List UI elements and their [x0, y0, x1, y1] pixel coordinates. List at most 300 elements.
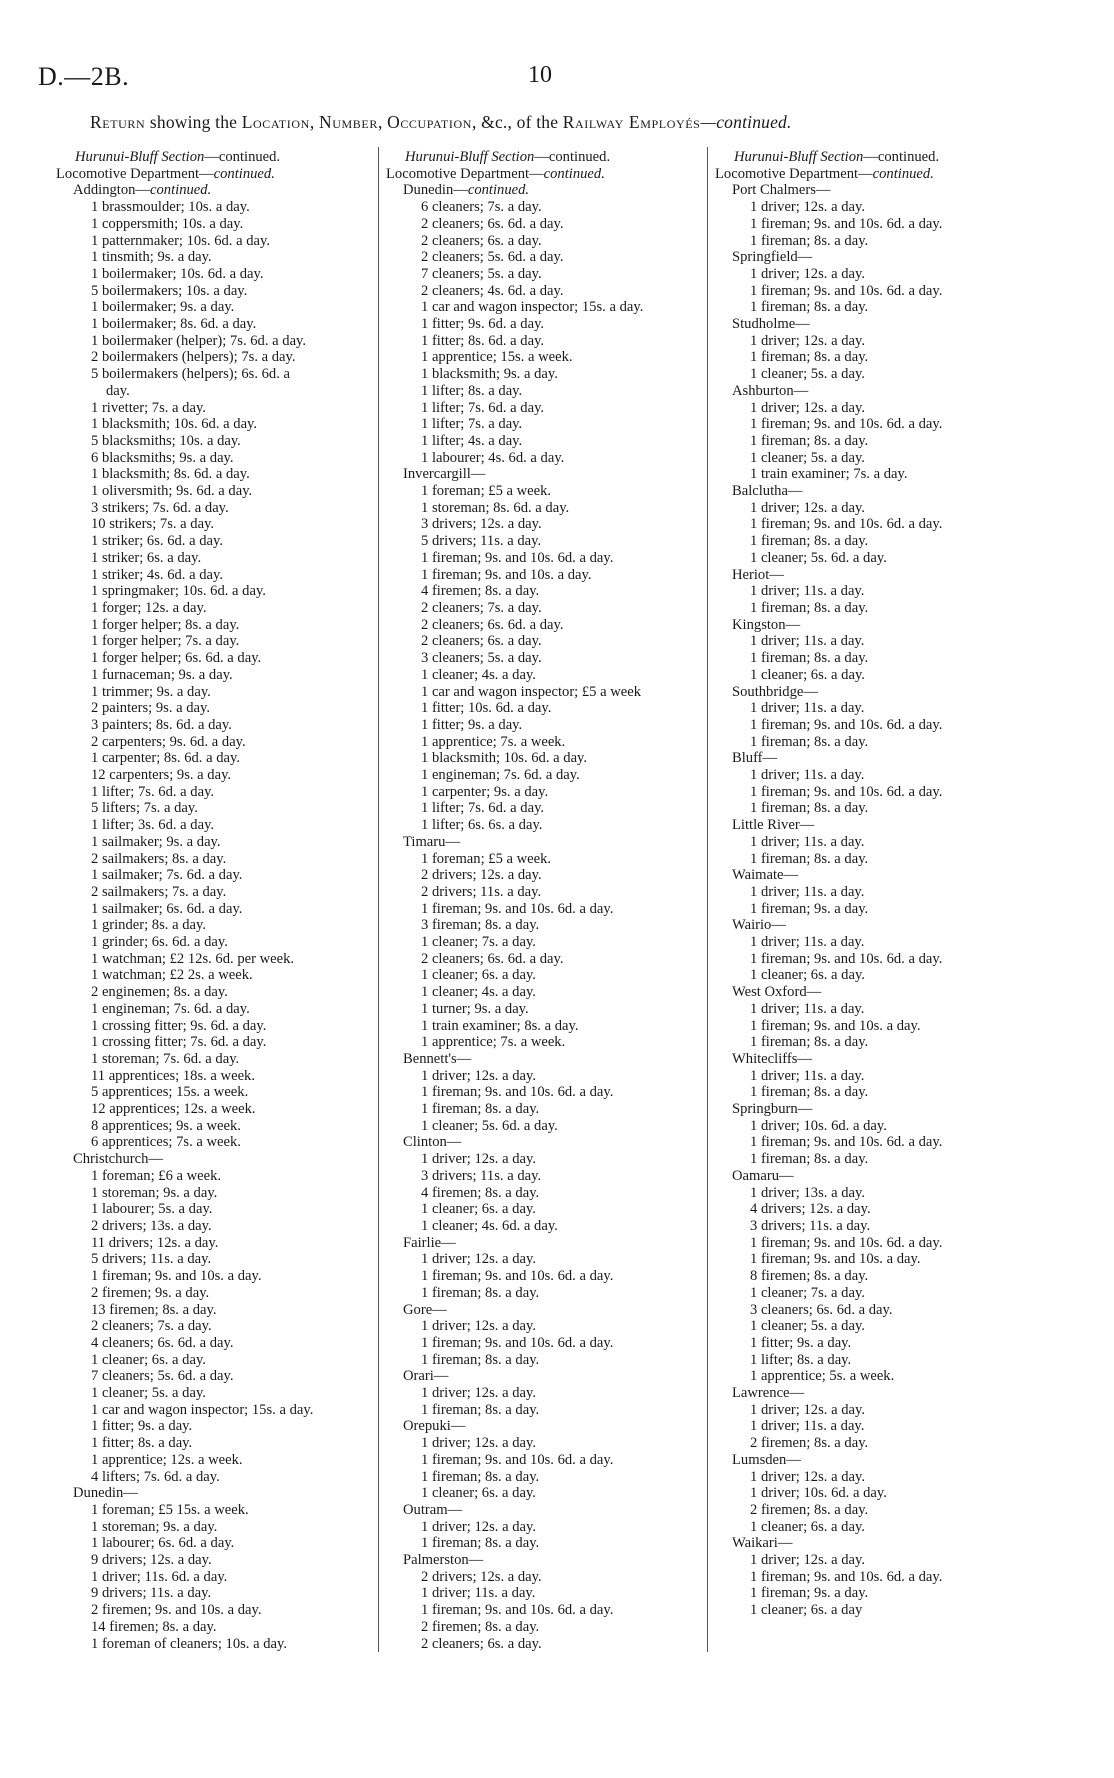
- employee-entry: 1 storeman; 9s. a day.: [91, 1518, 218, 1535]
- employee-entry: 1 fireman; 9s. and 10s. 6d. a day.: [750, 516, 943, 533]
- employee-entry: 1 fireman; 9s. and 10s. a day.: [750, 1017, 921, 1034]
- employee-entry: 1 boilermaker; 9s. a day.: [91, 299, 235, 316]
- employee-entry: 3 drivers; 12s. a day.: [421, 516, 542, 533]
- employee-entry: 2 sailmakers; 7s. a day.: [91, 883, 227, 900]
- employee-entry: 1 fireman; 8s. a day.: [421, 1535, 540, 1552]
- employee-entry: 2 cleaners; 4s. 6d. a day.: [421, 282, 564, 299]
- station-name: Lumsden—: [732, 1451, 801, 1468]
- station-heading: [56, 1485, 378, 1502]
- employee-entry: 1 lifter; 8s. a day.: [421, 382, 523, 399]
- employee-entry: 1 fireman; 8s. a day.: [750, 599, 869, 616]
- employee-entry: 1 furnaceman; 9s. a day.: [91, 666, 233, 683]
- employee-entry: 1 fireman; 9s. and 10s. 6d. a day.: [421, 1602, 614, 1619]
- employee-entry: 1 fireman; 9s. and 10s. a day.: [421, 566, 592, 583]
- station-name: Dunedin—: [403, 182, 468, 199]
- station-heading: [715, 182, 1045, 199]
- employee-entry: 1 fireman; 8s. a day.: [750, 1034, 869, 1051]
- continued-label: —continued.: [534, 149, 611, 165]
- employee-entry: 1 lifter; 8s. a day.: [750, 1351, 852, 1368]
- employee-entry: 1 driver; 12s. a day.: [421, 1435, 536, 1452]
- continued-label: continued.: [213, 165, 275, 182]
- employee-entry: 2 painters; 9s. a day.: [91, 700, 211, 717]
- employee-entry: 8 apprentices; 9s. a week.: [91, 1117, 241, 1134]
- employee-entry: 1 driver; 11s. a day.: [750, 1067, 865, 1084]
- station-name: Orari—: [403, 1368, 449, 1385]
- employee-entry: 1 lifter; 7s. 6d. a day.: [421, 800, 545, 817]
- station-heading: [715, 684, 1045, 701]
- employee-entry: 1 coppersmith; 10s. a day.: [91, 215, 244, 232]
- station-heading: [715, 1535, 1045, 1552]
- employee-entry: 1 grinder; 8s. a day.: [91, 917, 206, 934]
- employee-entry: 1 driver; 11s. a day.: [750, 767, 865, 784]
- station-name: Dunedin—: [73, 1485, 138, 1502]
- employee-entry: 1 engineman; 7s. 6d. a day.: [421, 767, 580, 784]
- employee-entry: 3 painters; 8s. 6d. a day.: [91, 716, 232, 733]
- employee-entry: 1 driver; 10s. 6d. a day.: [750, 1117, 887, 1134]
- employee-entry: 1 lifter; 7s. 6d. a day.: [421, 399, 545, 416]
- employee-entry: 5 drivers; 11s. a day.: [91, 1251, 212, 1268]
- employee-entry: 1 foreman; £5 15s. a week.: [91, 1501, 249, 1518]
- department-heading: [56, 166, 378, 183]
- employee-entry: 1 fireman; 9s. and 10s. 6d. a day.: [421, 1334, 614, 1351]
- station-heading: [386, 1418, 706, 1435]
- station-name: West Oxford—: [732, 984, 822, 1001]
- station-heading: [715, 316, 1045, 333]
- employee-entry: 1 driver; 11s. a day.: [750, 1000, 865, 1017]
- station-heading: [715, 917, 1045, 934]
- station-heading: [386, 1134, 706, 1151]
- department-name: Locomotive Department—: [715, 165, 873, 182]
- station-heading: [715, 1385, 1045, 1402]
- employee-entry: 1 apprentice; 5s. a week.: [750, 1368, 895, 1385]
- employee-entry: 4 firemen; 8s. a day.: [421, 583, 540, 600]
- station-name: Orepuki—: [403, 1418, 466, 1435]
- station-heading: [715, 1168, 1045, 1185]
- employee-entry: 1 cleaner; 4s. a day.: [421, 984, 536, 1001]
- title-return: Return: [90, 112, 146, 132]
- station-name: Springburn—: [732, 1101, 813, 1118]
- station-heading: [715, 817, 1045, 834]
- employee-entry: 2 cleaners; 7s. a day.: [421, 599, 542, 616]
- employee-entry: 1 fireman; 8s. a day.: [750, 533, 869, 550]
- employee-entry: 2 drivers; 12s. a day.: [421, 867, 542, 884]
- employee-entry: 1 fireman; 9s. and 10s. a day.: [750, 1251, 921, 1268]
- station-name: Waimate—: [732, 867, 799, 884]
- employee-entry: 1 blacksmith; 8s. 6d. a day.: [91, 466, 250, 483]
- station-heading: [386, 1502, 706, 1519]
- employee-entry: 1 striker; 4s. 6d. a day.: [91, 566, 223, 583]
- station-heading: [386, 182, 706, 199]
- employee-entry: 1 sailmaker; 6s. 6d. a day.: [91, 900, 243, 917]
- employee-entry: 1 labourer; 4s. 6d. a day.: [421, 449, 565, 466]
- employee-entry: 3 strikers; 7s. 6d. a day.: [91, 499, 229, 516]
- employee-entry: 1 springmaker; 10s. 6d. a day.: [91, 583, 266, 600]
- employee-entry: 1 boilermaker; 8s. 6d. a day.: [91, 316, 257, 333]
- station-heading: [386, 1368, 706, 1385]
- employee-entry: 1 fireman; 9s. a day.: [750, 900, 869, 917]
- employee-entry: 1 driver; 11s. 6d. a day.: [91, 1568, 228, 1585]
- station-heading: [715, 567, 1045, 584]
- employee-entry: 1 fireman; 9s. and 10s. 6d. a day.: [750, 950, 943, 967]
- employee-entry: 2 sailmakers; 8s. a day.: [91, 850, 227, 867]
- employee-entry: 1 car and wagon inspector; 15s. a day.: [421, 299, 644, 316]
- employee-entry: 1 driver; 11s. a day.: [750, 1418, 865, 1435]
- employee-entry: 1 fireman; 9s. and 10s. 6d. a day.: [750, 1134, 943, 1151]
- employee-entry: 1 foreman; £5 a week.: [421, 850, 552, 867]
- employee-entry: 7 cleaners; 5s. 6d. a day.: [91, 1368, 234, 1385]
- employee-entry: 4 lifters; 7s. 6d. a day.: [91, 1468, 220, 1485]
- employee-entry: 1 storeman; 9s. a day.: [91, 1184, 218, 1201]
- title-continued: —continued.: [700, 112, 792, 132]
- employee-entry: 2 cleaners; 6s. 6d. a day.: [421, 616, 564, 633]
- employee-entry: 1 patternmaker; 10s. 6d. a day.: [91, 232, 270, 249]
- employee-entry: 2 firemen; 8s. a day.: [750, 1501, 869, 1518]
- station-name: Bluff—: [732, 750, 778, 767]
- employee-entry: 1 fireman; 8s. a day.: [421, 1468, 540, 1485]
- station-heading: [715, 383, 1045, 400]
- continued-label: —continued.: [863, 149, 940, 165]
- employee-entry: 5 drivers; 11s. a day.: [421, 533, 542, 550]
- employee-entry: 1 train examiner; 7s. a day.: [750, 466, 908, 483]
- station-name: Timaru—: [403, 833, 461, 850]
- employee-entry: 1 fitter; 10s. 6d. a day.: [421, 700, 552, 717]
- department-name: Locomotive Department—: [56, 165, 214, 182]
- employee-entry: 1 driver; 12s. a day.: [750, 265, 865, 282]
- employee-entry: 6 apprentices; 7s. a week.: [91, 1134, 241, 1151]
- employee-entry: 1 lifter; 7s. 6d. a day.: [91, 783, 215, 800]
- employee-entry: 1 driver; 12s. a day.: [421, 1318, 536, 1335]
- section-heading: [386, 149, 706, 166]
- employee-entry: 3 drivers; 11s. a day.: [750, 1218, 871, 1234]
- employee-entry: 6 cleaners; 7s. a day.: [421, 199, 542, 216]
- employee-entry: 1 fitter; 9s. a day.: [421, 716, 523, 733]
- employee-entry: 1 boilermaker; 10s. 6d. a day.: [91, 265, 264, 282]
- station-name: Whitecliffs—: [732, 1050, 812, 1067]
- employee-entry: 1 forger helper; 6s. 6d. a day.: [91, 650, 262, 667]
- employee-entry: 5 boilermakers (helpers); 6s. 6d. a: [91, 366, 290, 383]
- employee-entry: 1 cleaner; 7s. a day.: [750, 1284, 865, 1301]
- station-name: Ashburton—: [732, 382, 809, 399]
- employee-entry: 4 drivers; 12s. a day.: [750, 1201, 871, 1218]
- employee-entry: 1 crossing fitter; 7s. 6d. a day.: [91, 1034, 267, 1051]
- page-title: [90, 112, 1070, 133]
- employee-entry: 1 cleaner; 5s. 6d. a day.: [421, 1117, 558, 1134]
- employee-entry: 6 blacksmiths; 9s. a day.: [91, 449, 234, 466]
- employee-entry: 12 carpenters; 9s. a day.: [91, 767, 232, 784]
- section-name: Hurunui-Bluff Section: [734, 149, 864, 165]
- employee-entry: 1 striker; 6s. a day.: [91, 549, 202, 566]
- employee-entry: 1 driver; 11s. a day.: [750, 633, 865, 650]
- employee-entry: 1 fireman; 9s. and 10s. 6d. a day.: [750, 783, 943, 800]
- employee-entry: 1 oliversmith; 9s. 6d. a day.: [91, 483, 253, 500]
- station-name: Studholme—: [732, 316, 810, 333]
- employee-entry: 5 blacksmiths; 10s. a day.: [91, 432, 241, 449]
- employee-entry: 1 lifter; 3s. 6d. a day.: [91, 817, 215, 834]
- employee-entry: 1 cleaner; 6s. a day.: [421, 967, 536, 984]
- employee-entry: 1 forger; 12s. a day.: [91, 599, 207, 616]
- employee-entry: 1 grinder; 6s. 6d. a day.: [91, 934, 228, 951]
- station-heading: [715, 984, 1045, 1001]
- employee-entry: 1 engineman; 7s. 6d. a day.: [91, 1000, 250, 1017]
- employee-entry: 2 carpenters; 9s. 6d. a day.: [91, 733, 246, 750]
- employee-entry: 1 fireman; 8s. a day.: [750, 299, 869, 316]
- employee-entry: 1 labourer; 6s. 6d. a day.: [91, 1535, 235, 1552]
- employee-entry: 1 driver; 11s. a day.: [750, 934, 865, 951]
- employee-entry: 1 fireman; 8s. a day.: [421, 1401, 540, 1418]
- employee-entry: 1 fireman; 8s. a day.: [750, 232, 869, 249]
- employee-entry: 1 carpenter; 8s. 6d. a day.: [91, 750, 240, 767]
- employee-entry: 2 firemen; 9s. a day.: [91, 1284, 210, 1301]
- employee-entry: 9 drivers; 11s. a day.: [91, 1585, 212, 1602]
- employee-entry: 1 driver; 12s. a day.: [750, 499, 865, 516]
- employee-entry: 2 drivers; 13s. a day.: [91, 1218, 212, 1234]
- employee-entry: 3 fireman; 8s. a day.: [421, 917, 540, 934]
- employee-entry: 11 apprentices; 18s. a week.: [91, 1067, 255, 1084]
- station-heading: [715, 750, 1045, 767]
- employee-entry: 2 cleaners; 6s. a day.: [421, 633, 542, 650]
- employee-entry: 1 driver; 12s. a day.: [421, 1385, 536, 1402]
- employee-entry: 12 apprentices; 12s. a week.: [91, 1101, 256, 1118]
- employee-entry: 10 strikers; 7s. a day.: [91, 516, 215, 533]
- employee-entry: 1 blacksmith; 10s. 6d. a day.: [421, 750, 588, 767]
- employee-entry: 2 enginemen; 8s. a day.: [91, 984, 228, 1001]
- station-heading: [386, 1235, 706, 1252]
- employee-entry: 1 fireman; 8s. a day.: [750, 1151, 869, 1168]
- title-text: showing the: [145, 112, 242, 132]
- employee-entry: 3 cleaners; 5s. a day.: [421, 650, 542, 667]
- employee-entry: 1 fireman; 8s. a day.: [421, 1101, 540, 1118]
- station-name: Waikari—: [732, 1535, 793, 1552]
- column-2: [386, 149, 706, 1652]
- employee-entry: 1 fireman; 9s. and 10s. 6d. a day.: [421, 1451, 614, 1468]
- employee-entry: 1 driver; 12s. a day.: [750, 332, 865, 349]
- station-heading: [715, 249, 1045, 266]
- station-name: Heriot—: [732, 566, 784, 583]
- column-divider: [378, 147, 379, 1652]
- employee-entry: 1 watchman; £2 2s. a week.: [91, 967, 253, 984]
- employee-entry: 1 tinsmith; 9s. a day.: [91, 249, 212, 266]
- employee-entry: 2 cleaners; 5s. 6d. a day.: [421, 249, 564, 266]
- employee-entry: 1 fireman; 8s. a day.: [750, 650, 869, 667]
- station-name: Southbridge—: [732, 683, 818, 700]
- employee-entry: 1 lifter; 4s. a day.: [421, 432, 523, 449]
- employee-entry: 1 cleaner; 4s. a day.: [421, 666, 536, 683]
- employee-entry: 1 rivetter; 7s. a day.: [91, 399, 206, 416]
- employee-entry: 1 lifter; 6s. 6s. a day.: [421, 817, 543, 834]
- title-occupation: Occupation: [387, 112, 472, 132]
- employee-entry: 1 fitter; 9s. a day.: [91, 1418, 193, 1435]
- title-number: Number: [319, 112, 378, 132]
- employee-entry: 1 car and wagon inspector; £5 a week: [421, 683, 642, 700]
- employee-entry: 2 cleaners; 6s. 6d. a day.: [421, 950, 564, 967]
- employee-entry: 2 cleaners; 6s. a day.: [421, 1635, 542, 1652]
- section-name: Hurunui-Bluff Section: [75, 149, 205, 165]
- employee-entry: 1 trimmer; 9s. a day.: [91, 683, 211, 700]
- employee-entry: 1 train examiner; 8s. a day.: [421, 1017, 579, 1034]
- station-heading: [386, 834, 706, 851]
- employee-entry: 1 watchman; £2 12s. 6d. per week.: [91, 950, 295, 967]
- employee-entry: 1 fitter; 9s. a day.: [750, 1334, 852, 1351]
- title-text: , &c., of the: [471, 112, 563, 132]
- employee-entry: 2 firemen; 8s. a day.: [421, 1618, 540, 1635]
- employee-entry: 1 cleaner; 7s. a day.: [421, 934, 536, 951]
- title-location: Location: [241, 112, 310, 132]
- employee-entry: 1 driver; 11s. a day.: [750, 883, 865, 900]
- station-heading: [715, 1101, 1045, 1118]
- employee-entry: 1 boilermaker (helper); 7s. 6d. a day.: [91, 332, 307, 349]
- employee-entry: 1 labourer; 5s. a day.: [91, 1201, 213, 1218]
- column-3: [715, 149, 1045, 1619]
- employee-entry: 1 cleaner; 5s. a day.: [750, 366, 865, 383]
- employee-entry: 2 firemen; 8s. a day.: [750, 1435, 869, 1452]
- employee-entry: 2 drivers; 11s. a day.: [421, 883, 542, 900]
- employee-entry: 1 fireman; 9s. and 10s. a day.: [91, 1268, 262, 1285]
- station-heading: [386, 1552, 706, 1569]
- employee-entry: 13 firemen; 8s. a day.: [91, 1301, 217, 1318]
- employee-entry: 1 foreman; £6 a week.: [91, 1167, 222, 1184]
- employee-entry: 1 fireman; 8s. a day.: [421, 1284, 540, 1301]
- employee-entry: 1 cleaner; 5s. 6d. a day.: [750, 549, 887, 566]
- employee-entry: 2 cleaners; 6s. a day.: [421, 232, 542, 249]
- employee-entry: 5 apprentices; 15s. a week.: [91, 1084, 249, 1101]
- title-railway-employes: Railway Employés: [562, 112, 701, 132]
- employee-entry: 1 fireman; 8s. a day.: [750, 850, 869, 867]
- employee-entry: 1 fireman; 9s. and 10s. 6d. a day.: [421, 549, 614, 566]
- employee-entry: 11 drivers; 12s. a day.: [91, 1234, 219, 1251]
- employee-entry: 4 cleaners; 6s. 6d. a day.: [91, 1334, 234, 1351]
- employee-entry: 5 boilermakers; 10s. a day.: [91, 282, 248, 299]
- station-name: Wairio—: [732, 917, 786, 934]
- employee-entry: 2 drivers; 12s. a day.: [421, 1568, 542, 1585]
- station-heading: [56, 1151, 378, 1168]
- department-name: Locomotive Department—: [386, 165, 544, 182]
- employee-entry: 1 cleaner; 4s. 6d. a day.: [421, 1218, 558, 1234]
- employee-entry: 1 fireman; 8s. a day.: [750, 800, 869, 817]
- employee-entry: 1 fireman; 8s. a day.: [750, 432, 869, 449]
- employee-entry: 1 apprentice; 7s. a week.: [421, 1034, 566, 1051]
- employee-entry: 1 fireman; 9s. and 10s. 6d. a day.: [750, 215, 943, 232]
- station-heading: [386, 1302, 706, 1319]
- station-name: Oamaru—: [732, 1167, 794, 1184]
- employee-entry: 2 cleaners; 6s. 6d. a day.: [421, 215, 564, 232]
- station-name: Gore—: [403, 1301, 447, 1318]
- employee-entry: 1 cleaner; 6s. a day: [750, 1602, 863, 1619]
- employee-entry: 1 blacksmith; 10s. 6d. a day.: [91, 416, 258, 433]
- continued-label: continued.: [150, 182, 212, 199]
- employee-entry: 1 fireman; 8s. a day.: [750, 1084, 869, 1101]
- employee-entry: 1 driver; 12s. a day.: [421, 1518, 536, 1535]
- section-heading: [56, 149, 378, 166]
- employee-entry: 14 firemen; 8s. a day.: [91, 1618, 217, 1635]
- section-name: Hurunui-Bluff Section: [405, 149, 535, 165]
- employee-entry: 1 fireman; 9s. and 10s. 6d. a day.: [750, 282, 943, 299]
- station-heading: [715, 1051, 1045, 1068]
- employee-entry: 1 turner; 9s. a day.: [421, 1000, 529, 1017]
- employee-entry: 1 apprentice; 15s. a week.: [421, 349, 573, 366]
- employee-entry: 1 forger helper; 7s. a day.: [91, 633, 240, 650]
- employee-entry: 1 fireman; 9s. and 10s. 6d. a day.: [750, 1234, 943, 1251]
- employee-entry: 1 foreman of cleaners; 10s. a day.: [91, 1635, 287, 1652]
- station-heading: [715, 867, 1045, 884]
- employee-entry: 1 cleaner; 5s. a day.: [750, 1318, 865, 1335]
- employee-entry: 1 fitter; 8s. a day.: [91, 1435, 193, 1452]
- station-heading: [386, 1051, 706, 1068]
- station-name: Lawrence—: [732, 1385, 805, 1402]
- section-heading: [715, 149, 1045, 166]
- page-reference: D.—2B.: [38, 62, 130, 91]
- employee-entry: 1 fitter; 9s. 6d. a day.: [421, 316, 545, 333]
- employee-entry: 1 driver; 12s. a day.: [750, 1401, 865, 1418]
- station-name: Springfield—: [732, 249, 813, 266]
- employee-entry: 1 storeman; 8s. 6d. a day.: [421, 499, 570, 516]
- employee-entry: 1 driver; 12s. a day.: [421, 1067, 536, 1084]
- station-name: Port Chalmers—: [732, 182, 831, 199]
- employee-entry: 8 firemen; 8s. a day.: [750, 1268, 869, 1285]
- employee-entry: 1 cleaner; 6s. a day.: [421, 1485, 536, 1502]
- station-heading: [715, 617, 1045, 634]
- continued-label: continued.: [872, 165, 934, 182]
- employee-entry: 2 firemen; 9s. and 10s. a day.: [91, 1602, 262, 1619]
- station-name: Bennett's—: [403, 1050, 472, 1067]
- employee-entry: 1 cleaner; 6s. a day.: [750, 1518, 865, 1535]
- employee-entry: 9 drivers; 12s. a day.: [91, 1552, 212, 1569]
- employee-entry: 1 driver; 11s. a day.: [421, 1585, 536, 1602]
- department-heading: [386, 166, 706, 183]
- employee-entry: 1 driver; 12s. a day.: [421, 1251, 536, 1268]
- employee-entry: 2 boilermakers (helpers); 7s. a day.: [91, 349, 296, 366]
- employee-entry: 1 fireman; 9s. and 10s. 6d. a day.: [421, 1084, 614, 1101]
- employee-entry: day.: [106, 382, 130, 399]
- employee-entry: 3 drivers; 11s. a day.: [421, 1167, 542, 1184]
- employee-entry: 1 driver; 11s. a day.: [750, 583, 865, 600]
- employee-entry: 1 driver; 10s. 6d. a day.: [750, 1485, 887, 1502]
- employee-entry: 5 lifters; 7s. a day.: [91, 800, 198, 817]
- employee-entry: 1 fireman; 9s. a day.: [750, 1585, 869, 1602]
- employee-entry: 1 brassmoulder; 10s. a day.: [91, 199, 250, 216]
- station-name: Outram—: [403, 1501, 463, 1518]
- employee-entry: 1 driver; 12s. a day.: [750, 199, 865, 216]
- employee-entry: 7 cleaners; 5s. a day.: [421, 265, 542, 282]
- title-text: ,: [309, 112, 320, 132]
- employee-entry: 1 driver; 11s. a day.: [750, 833, 865, 850]
- employee-entry: 1 driver; 13s. a day.: [750, 1184, 865, 1201]
- employee-entry: 2 cleaners; 7s. a day.: [91, 1318, 212, 1335]
- employee-entry: 1 striker; 6s. 6d. a day.: [91, 533, 223, 550]
- employee-entry: 1 cleaner; 6s. a day.: [750, 967, 865, 984]
- page-number: 10: [528, 62, 552, 88]
- employee-entry: 1 apprentice; 12s. a week.: [91, 1451, 243, 1468]
- employee-entry: 1 sailmaker; 7s. 6d. a day.: [91, 867, 243, 884]
- employee-entry: 1 apprentice; 7s. a week.: [421, 733, 566, 750]
- employee-entry: 1 cleaner; 5s. a day.: [91, 1385, 206, 1402]
- column-divider: [707, 147, 708, 1652]
- station-name: Balclutha—: [732, 483, 803, 500]
- employee-entry: 1 blacksmith; 9s. a day.: [421, 366, 558, 383]
- employee-entry: 1 fireman; 9s. and 10s. 6d. a day.: [750, 716, 943, 733]
- employee-entry: 1 driver; 12s. a day.: [750, 1468, 865, 1485]
- employee-entry: 1 driver; 12s. a day.: [750, 399, 865, 416]
- employee-entry: 4 firemen; 8s. a day.: [421, 1184, 540, 1201]
- station-name: Palmerston—: [403, 1552, 484, 1569]
- station-heading: [386, 466, 706, 483]
- station-heading: [715, 1452, 1045, 1469]
- employee-entry: 1 fireman; 9s. and 10s. 6d. a day.: [421, 1268, 614, 1285]
- employee-entry: 1 fireman; 8s. a day.: [421, 1351, 540, 1368]
- employee-entry: 1 fireman; 9s. and 10s. 6d. a day.: [421, 900, 614, 917]
- employee-entry: 1 lifter; 7s. a day.: [421, 416, 523, 433]
- continued-label: continued.: [543, 165, 605, 182]
- station-heading: [715, 483, 1045, 500]
